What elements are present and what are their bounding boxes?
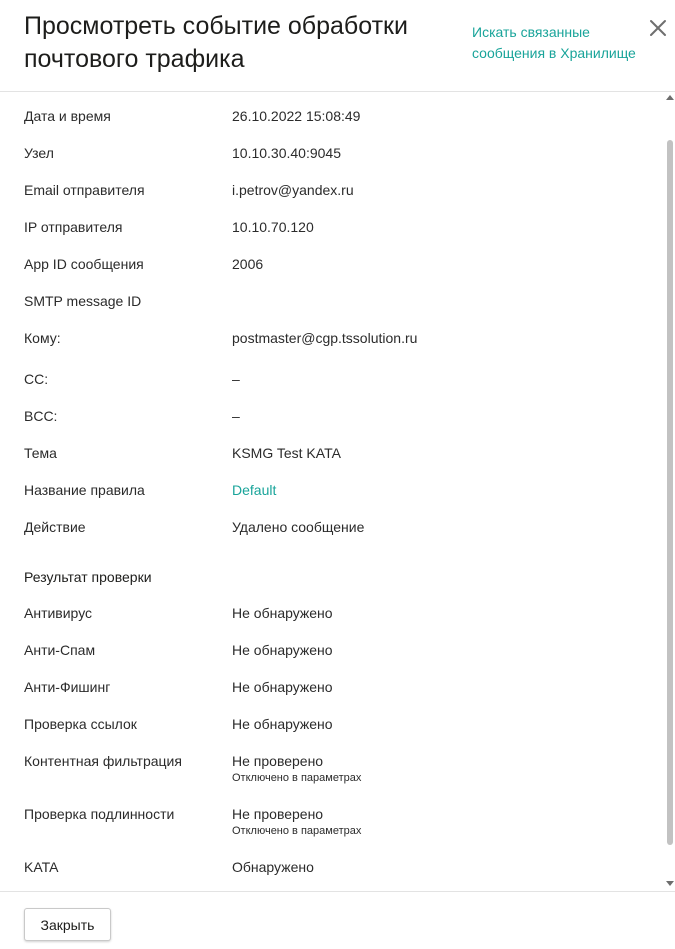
detail-value: 2006 xyxy=(232,256,264,272)
detail-label: Email отправителя xyxy=(24,182,145,198)
scan-label: Контентная фильтрация xyxy=(24,753,182,769)
scan-value: Обнаружено xyxy=(232,859,314,875)
scroll-up-arrow-icon[interactable] xyxy=(666,95,674,100)
detail-value: 10.10.30.40:9045 xyxy=(232,145,341,161)
detail-label: Дата и время xyxy=(24,108,111,124)
detail-value: Удалено сообщение xyxy=(232,519,365,535)
detail-label: IP отправителя xyxy=(24,219,123,235)
scroll-down-arrow-icon[interactable] xyxy=(666,881,674,886)
detail-value: postmaster@cgp.tssolution.ru xyxy=(232,330,418,346)
scan-value: Не обнаружено xyxy=(232,605,333,621)
search-related-messages-link[interactable]: Искать связанные сообщения в Хранилище xyxy=(472,24,636,61)
scan-label: Анти-Фишинг xyxy=(24,679,111,695)
dialog-body xyxy=(0,92,675,891)
scan-note: Отключено в параметрах xyxy=(232,825,362,837)
dialog-header xyxy=(0,0,675,92)
detail-label: Название правила xyxy=(24,482,145,498)
dialog-footer xyxy=(0,891,675,949)
detail-value: 26.10.2022 15:08:49 xyxy=(232,108,361,124)
detail-value: 10.10.70.120 xyxy=(232,219,314,235)
detail-value: – xyxy=(232,408,240,424)
detail-label: Узел xyxy=(24,145,54,161)
vertical-scrollbar[interactable] xyxy=(665,92,675,891)
scan-value: Не проверено xyxy=(232,753,324,769)
scan-label: KATA xyxy=(24,859,59,875)
detail-label: CC: xyxy=(24,371,49,387)
detail-value: KSMG Test KATA xyxy=(232,445,341,461)
detail-value: i.petrov@yandex.ru xyxy=(232,182,354,198)
scan-value: Не обнаружено xyxy=(232,642,333,658)
detail-label: SMTP message ID xyxy=(24,293,142,309)
dialog-title: Просмотреть событие обработки почтового трафика xyxy=(24,12,408,73)
detail-label: App ID сообщения xyxy=(24,256,144,272)
scan-results-heading: Результат проверки xyxy=(24,569,152,585)
scan-value: Не проверено xyxy=(232,806,324,822)
detail-value: – xyxy=(232,371,240,387)
detail-label: BCC: xyxy=(24,408,58,424)
scan-label: Проверка ссылок xyxy=(24,716,137,732)
scrollbar-thumb[interactable] xyxy=(667,140,673,845)
scan-note: Отключено в параметрах xyxy=(232,772,362,784)
rule-name-link[interactable]: Default xyxy=(232,482,277,498)
detail-label: Действие xyxy=(24,519,86,535)
detail-label: Кому: xyxy=(24,330,61,346)
scan-value: Не обнаружено xyxy=(232,679,333,695)
scan-label: Проверка подлинности xyxy=(24,806,175,822)
scan-label: Антивирус xyxy=(24,605,93,621)
scan-value: Не обнаружено xyxy=(232,716,333,732)
close-button[interactable]: Закрыть xyxy=(24,908,111,941)
detail-label: Тема xyxy=(24,445,57,461)
scan-label: Анти-Спам xyxy=(24,642,96,658)
close-icon[interactable] xyxy=(646,16,670,40)
